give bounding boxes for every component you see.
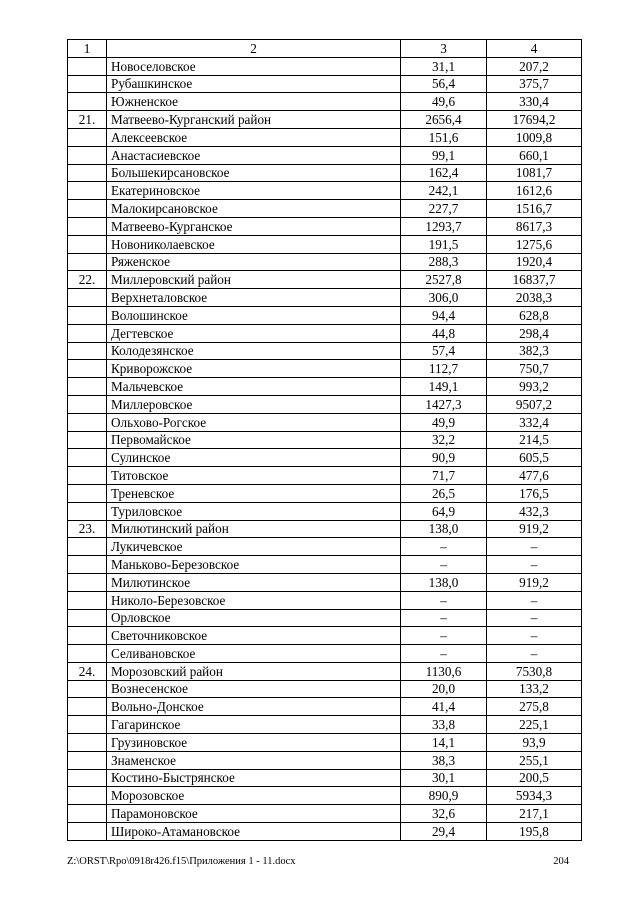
value-col-3: 64,9 [401, 502, 487, 520]
value-col-4: – [487, 538, 582, 556]
value-col-3: 26,5 [401, 484, 487, 502]
row-number: 24. [68, 662, 107, 680]
row-number: 21. [68, 111, 107, 129]
value-col-3: – [401, 591, 487, 609]
value-col-3: 288,3 [401, 253, 487, 271]
table-row [68, 306, 582, 324]
locality-name: Николо-Березовское [107, 591, 401, 609]
table-row [68, 662, 582, 680]
value-col-4: 225,1 [487, 716, 582, 734]
value-col-3: 30,1 [401, 769, 487, 787]
row-number [68, 360, 107, 378]
locality-name: Грузиновское [107, 734, 401, 752]
value-col-4: 176,5 [487, 484, 582, 502]
row-number [68, 306, 107, 324]
value-col-4: 200,5 [487, 769, 582, 787]
locality-name: Туриловское [107, 502, 401, 520]
table-row [68, 449, 582, 467]
table-row [68, 93, 582, 111]
locality-name: Дегтевское [107, 324, 401, 342]
row-number [68, 449, 107, 467]
row-number [68, 128, 107, 146]
value-col-3: 2656,4 [401, 111, 487, 129]
row-number [68, 645, 107, 663]
value-col-4: 993,2 [487, 378, 582, 396]
table-row [68, 413, 582, 431]
row-number [68, 253, 107, 271]
locality-name: Знаменское [107, 751, 401, 769]
locality-name: Треневское [107, 484, 401, 502]
table-row [68, 431, 582, 449]
value-col-3: 38,3 [401, 751, 487, 769]
locality-name: Первомайское [107, 431, 401, 449]
value-col-3: 44,8 [401, 324, 487, 342]
column-header-1: 1 [68, 40, 107, 58]
table-row [68, 395, 582, 413]
value-col-3: 90,9 [401, 449, 487, 467]
table-row [68, 680, 582, 698]
value-col-3: 29,4 [401, 823, 487, 841]
row-number [68, 734, 107, 752]
value-col-3: 890,9 [401, 787, 487, 805]
value-col-3: 32,2 [401, 431, 487, 449]
value-col-4: 750,7 [487, 360, 582, 378]
value-col-3: 151,6 [401, 128, 487, 146]
row-number [68, 787, 107, 805]
value-col-3: 94,4 [401, 306, 487, 324]
table-row [68, 769, 582, 787]
page-number: 204 [553, 856, 569, 867]
value-col-4: 9507,2 [487, 395, 582, 413]
locality-name: Костино-Быстрянское [107, 769, 401, 787]
row-number [68, 716, 107, 734]
table-row [68, 182, 582, 200]
row-number: 23. [68, 520, 107, 538]
locality-name: Верхнеталовское [107, 289, 401, 307]
locality-name: Миллеровский район [107, 271, 401, 289]
locality-name: Южненское [107, 93, 401, 111]
value-col-3: 227,7 [401, 200, 487, 218]
row-number [68, 395, 107, 413]
value-col-3: 306,0 [401, 289, 487, 307]
row-number [68, 556, 107, 574]
value-col-3: 31,1 [401, 57, 487, 75]
value-col-3: 49,9 [401, 413, 487, 431]
locality-name: Милютинское [107, 573, 401, 591]
row-number [68, 680, 107, 698]
locality-name: Морозовское [107, 787, 401, 805]
value-col-4: 660,1 [487, 146, 582, 164]
value-col-4: – [487, 556, 582, 574]
locality-name: Матвеево-Курганский район [107, 111, 401, 129]
value-col-4: 382,3 [487, 342, 582, 360]
table-header-row [68, 40, 582, 58]
locality-name: Колодезянское [107, 342, 401, 360]
row-number [68, 182, 107, 200]
table-row [68, 734, 582, 752]
value-col-3: 2527,8 [401, 271, 487, 289]
table-row [68, 360, 582, 378]
value-col-3: 20,0 [401, 680, 487, 698]
column-header-2: 2 [107, 40, 401, 58]
value-col-4: 16837,7 [487, 271, 582, 289]
table-row [68, 200, 582, 218]
locality-name: Ольхово-Рогское [107, 413, 401, 431]
table-row [68, 111, 582, 129]
value-col-4: 2038,3 [487, 289, 582, 307]
row-number [68, 93, 107, 111]
table-row [68, 467, 582, 485]
locality-name: Большекирсановское [107, 164, 401, 182]
value-col-4: 133,2 [487, 680, 582, 698]
value-col-3: 32,6 [401, 805, 487, 823]
footer-file-path: Z:\ORST\Rpo\0918r426.f15\Приложения 1 - 11.docx [67, 856, 296, 867]
row-number [68, 609, 107, 627]
table-row [68, 324, 582, 342]
value-col-3: 33,8 [401, 716, 487, 734]
table-row [68, 235, 582, 253]
locality-name: Парамоновское [107, 805, 401, 823]
value-col-4: 375,7 [487, 75, 582, 93]
value-col-3: 49,6 [401, 93, 487, 111]
value-col-3: 1130,6 [401, 662, 487, 680]
value-col-3: 162,4 [401, 164, 487, 182]
locality-name: Орловское [107, 609, 401, 627]
locality-name: Малокирсановское [107, 200, 401, 218]
row-number: 22. [68, 271, 107, 289]
row-number [68, 805, 107, 823]
table-row [68, 146, 582, 164]
table-row [68, 253, 582, 271]
locality-name: Морозовский район [107, 662, 401, 680]
value-col-3: 138,0 [401, 573, 487, 591]
table-row [68, 342, 582, 360]
table-row [68, 378, 582, 396]
locality-name: Сулинское [107, 449, 401, 467]
table-row [68, 751, 582, 769]
value-col-4: 1275,6 [487, 235, 582, 253]
row-number [68, 431, 107, 449]
value-col-4: 5934,3 [487, 787, 582, 805]
value-col-4: 275,8 [487, 698, 582, 716]
table-row [68, 128, 582, 146]
table-row [68, 484, 582, 502]
value-col-3: 71,7 [401, 467, 487, 485]
table-row [68, 164, 582, 182]
value-col-3: 57,4 [401, 342, 487, 360]
column-header-4: 4 [487, 40, 582, 58]
row-number [68, 591, 107, 609]
table-row [68, 609, 582, 627]
value-col-4: – [487, 627, 582, 645]
table-row [68, 289, 582, 307]
row-number [68, 75, 107, 93]
row-number [68, 235, 107, 253]
value-col-4: – [487, 609, 582, 627]
locality-name: Вольно-Донское [107, 698, 401, 716]
value-col-4: 17694,2 [487, 111, 582, 129]
table-row [68, 716, 582, 734]
table-row [68, 217, 582, 235]
value-col-3: 112,7 [401, 360, 487, 378]
row-number [68, 751, 107, 769]
table-row [68, 520, 582, 538]
row-number [68, 324, 107, 342]
row-number [68, 769, 107, 787]
table-row [68, 573, 582, 591]
value-col-4: – [487, 591, 582, 609]
locality-name: Новониколаевское [107, 235, 401, 253]
value-col-4: 93,9 [487, 734, 582, 752]
value-col-3: 41,4 [401, 698, 487, 716]
value-col-4: 7530,8 [487, 662, 582, 680]
table-row [68, 538, 582, 556]
locality-name: Титовское [107, 467, 401, 485]
row-number [68, 164, 107, 182]
value-col-4: 432,3 [487, 502, 582, 520]
row-number [68, 823, 107, 841]
value-col-4: 298,4 [487, 324, 582, 342]
locality-name: Светочниковское [107, 627, 401, 645]
row-number [68, 484, 107, 502]
locality-name: Маньково-Березовское [107, 556, 401, 574]
value-col-3: – [401, 609, 487, 627]
locality-name: Миллеровское [107, 395, 401, 413]
table-row [68, 645, 582, 663]
row-number [68, 57, 107, 75]
locality-name: Новоселовское [107, 57, 401, 75]
row-number [68, 538, 107, 556]
row-number [68, 378, 107, 396]
value-col-3: – [401, 627, 487, 645]
row-number [68, 467, 107, 485]
row-number [68, 627, 107, 645]
row-number [68, 200, 107, 218]
row-number [68, 289, 107, 307]
row-number [68, 698, 107, 716]
locality-name: Милютинский район [107, 520, 401, 538]
row-number [68, 502, 107, 520]
value-col-3: 242,1 [401, 182, 487, 200]
table-row [68, 787, 582, 805]
table-row [68, 823, 582, 841]
value-col-4: 1612,6 [487, 182, 582, 200]
value-col-4: 919,2 [487, 520, 582, 538]
row-number [68, 573, 107, 591]
value-col-4: 330,4 [487, 93, 582, 111]
value-col-3: 191,5 [401, 235, 487, 253]
value-col-4: 477,6 [487, 467, 582, 485]
table-body [68, 40, 582, 841]
value-col-3: 99,1 [401, 146, 487, 164]
value-col-4: – [487, 645, 582, 663]
locality-name: Матвеево-Курганское [107, 217, 401, 235]
table-row [68, 502, 582, 520]
table-row [68, 698, 582, 716]
row-number [68, 342, 107, 360]
locality-name: Селивановское [107, 645, 401, 663]
locality-name: Вознесенское [107, 680, 401, 698]
table-row [68, 591, 582, 609]
table-row [68, 271, 582, 289]
value-col-3: 56,4 [401, 75, 487, 93]
row-number [68, 146, 107, 164]
locality-name: Гагаринское [107, 716, 401, 734]
locality-name: Широко-Атамановское [107, 823, 401, 841]
value-col-4: 1516,7 [487, 200, 582, 218]
value-col-3: 138,0 [401, 520, 487, 538]
value-col-3: 14,1 [401, 734, 487, 752]
row-number [68, 217, 107, 235]
value-col-3: 149,1 [401, 378, 487, 396]
row-number [68, 413, 107, 431]
value-col-3: – [401, 645, 487, 663]
value-col-4: 255,1 [487, 751, 582, 769]
table-row [68, 57, 582, 75]
locality-name: Екатериновское [107, 182, 401, 200]
value-col-4: 919,2 [487, 573, 582, 591]
locality-name: Волошинское [107, 306, 401, 324]
data-table [67, 39, 582, 841]
value-col-4: 332,4 [487, 413, 582, 431]
locality-name: Ряженское [107, 253, 401, 271]
value-col-4: 1920,4 [487, 253, 582, 271]
value-col-4: 605,5 [487, 449, 582, 467]
value-col-4: 217,1 [487, 805, 582, 823]
value-col-4: 195,8 [487, 823, 582, 841]
locality-name: Лукичевское [107, 538, 401, 556]
locality-name: Мальчевское [107, 378, 401, 396]
value-col-4: 1081,7 [487, 164, 582, 182]
locality-name: Криворожское [107, 360, 401, 378]
value-col-3: – [401, 556, 487, 574]
table-row [68, 805, 582, 823]
value-col-3: 1427,3 [401, 395, 487, 413]
value-col-4: 1009,8 [487, 128, 582, 146]
value-col-3: – [401, 538, 487, 556]
column-header-3: 3 [401, 40, 487, 58]
locality-name: Анастасиевское [107, 146, 401, 164]
table-row [68, 556, 582, 574]
locality-name: Алексеевское [107, 128, 401, 146]
locality-name: Рубашкинское [107, 75, 401, 93]
value-col-4: 628,8 [487, 306, 582, 324]
value-col-4: 8617,3 [487, 217, 582, 235]
value-col-3: 1293,7 [401, 217, 487, 235]
value-col-4: 214,5 [487, 431, 582, 449]
table-row [68, 627, 582, 645]
table-row [68, 75, 582, 93]
value-col-4: 207,2 [487, 57, 582, 75]
